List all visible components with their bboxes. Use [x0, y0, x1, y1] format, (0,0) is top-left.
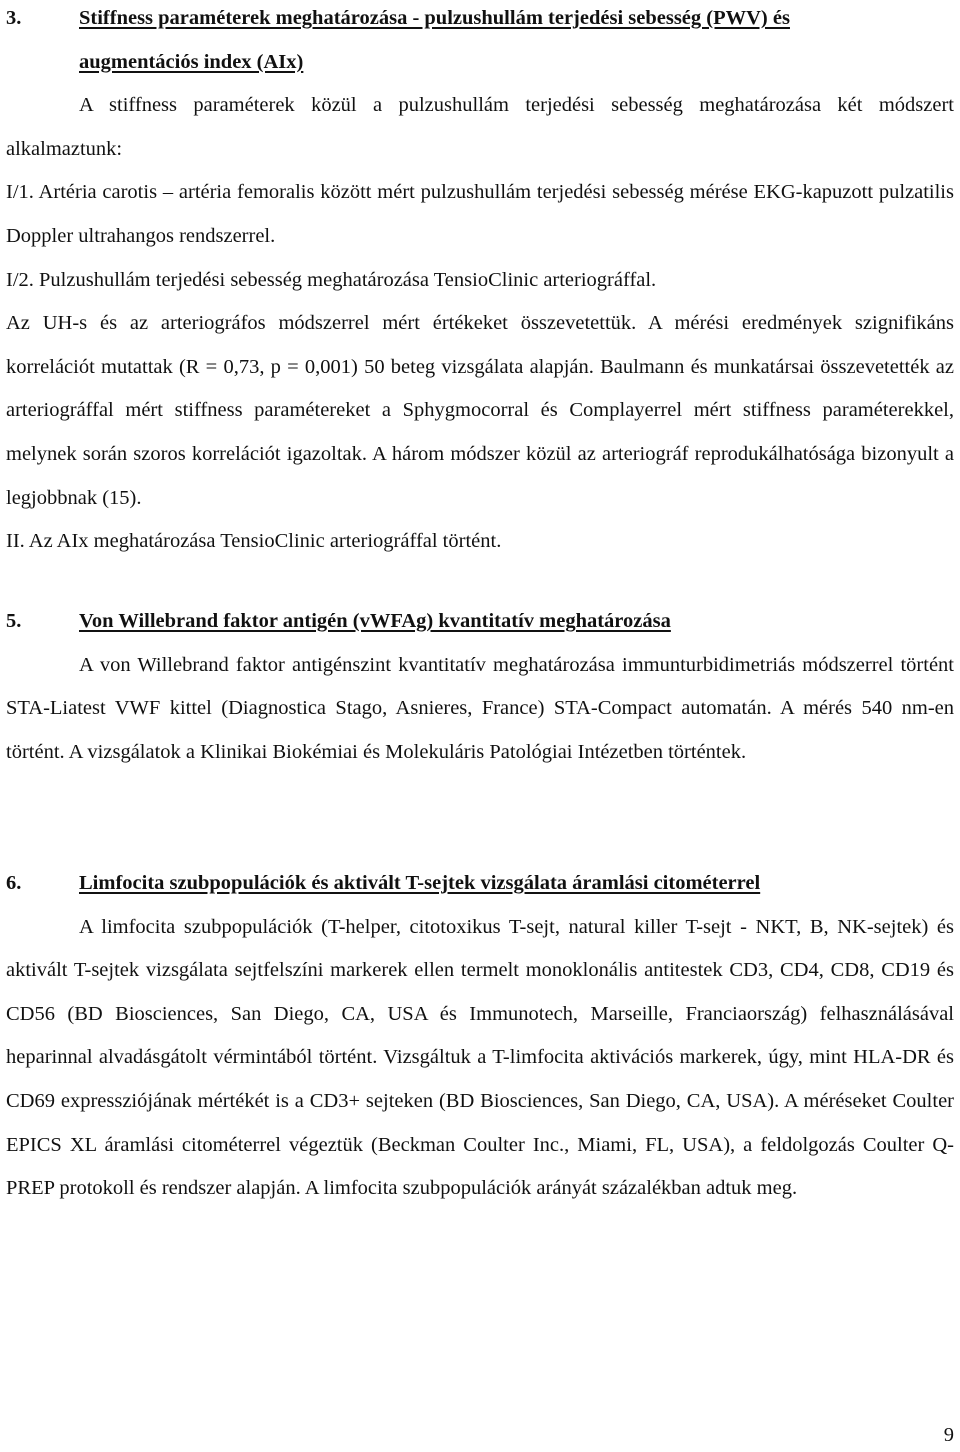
paragraph-intro: A stiffness paraméterek közül a pulzushullám terjedési sebesség meghatározása két módszert alkalmaztunk: [6, 94, 954, 160]
section-heading [6, 0, 954, 41]
paragraph-comparison: Az UH-s és az arteriográfos módszerrel mért értékeket összevetettük. A mérési eredmények szignifikáns korrelációt mutattak (R = 0,73, p = 0,001) 50 beteg vizsgálata alapján. Baulmann és munkatársai összevetették az arteriográffal mért stiffness paramétereket a Sphygmocorral és Complayerrel mért stiffness paraméterekkel, melynek során szoros korrelációt igazoltak. A három módszer közül az arteriográf reprodukálhatósága bizonyult a legjobbnak (15). [6, 312, 954, 509]
section-stiffness [6, 0, 954, 564]
section-heading-continued [6, 41, 954, 85]
section-heading [6, 862, 954, 906]
section-title: Von Willebrand faktor antigén (vWFAg) kvantitatív meghatározása [79, 610, 671, 632]
paragraph-lymphocyte: A limfocita szubpopulációk (T-helper, citotoxikus T-sejt, natural killer T-sejt - NKT, B, NK-sejtek) és aktivált T-sejtek vizsgálata sejtfelszíni markerek ellen termelt monoklonális antitestek CD3, CD4, CD8, CD19 és CD56 (BD Biosciences, San Diego, CA, USA és Immunotech, Marseille, Franciaország) felhasználásával heparinnal alvadásgátolt vérmintából történt. Vizsgáltuk a T-limfocita aktivációs markerek, úgy, mint HLA-DR és CD69 expressziójának mértékét is a CD3+ sejteken (BD Biosciences, San Diego, CA, USA). A méréseket Coulter EPICS XL áramlási citométerrel végeztük (Beckman Coulter Inc., Miami, FL, USA), a feldolgozás Coulter Q-PREP protokoll és rendszer alapján. A limfocita szubpopulációk arányát százalékban adtuk meg. [6, 915, 954, 1200]
section-heading [6, 600, 954, 644]
section-vwf [6, 600, 954, 774]
paragraph-method-i2: I/2. Pulzushullám terjedési sebesség meghatározása TensioClinic arteriográffal. [6, 268, 657, 291]
section-number: 3. [6, 7, 22, 29]
section-title-line-1: Stiffness paraméterek meghatározása - pulzushullám terjedési sebesség (PWV) és [79, 7, 790, 29]
page-number: 9 [943, 1424, 954, 1446]
paragraph-method-ii: II. Az AIx meghatározása TensioClinic arteriográffal történt. [6, 530, 502, 553]
section-title-line-2: augmentációs index (AIx) [79, 50, 304, 73]
paragraph-vwf: A von Willebrand faktor antigénszint kvantitatív meghatározása immunturbidimetriás módszerrel történt STA-Liatest VWF kittel (Diagnostica Stago, Asnieres, France) STA-Compact automatán. A mérés 540 nm-en történt. A vizsgálatok a Klinikai Biokémiai és Molekuláris Patológiai Intézetben történtek. [6, 653, 954, 763]
section-number: 6. [6, 872, 22, 894]
section-number: 5. [6, 610, 22, 632]
section-title: Limfocita szubpopulációk és aktivált T-sejtek vizsgálata áramlási citométerrel [79, 872, 761, 894]
section-lymphocyte [6, 862, 954, 1211]
paragraph-method-i1: I/1. Artéria carotis – artéria femoralis között mért pulzushullám terjedési sebesség mérése EKG-kapuzott pulzatilis Doppler ultrahangos rendszerrel. [6, 181, 954, 247]
